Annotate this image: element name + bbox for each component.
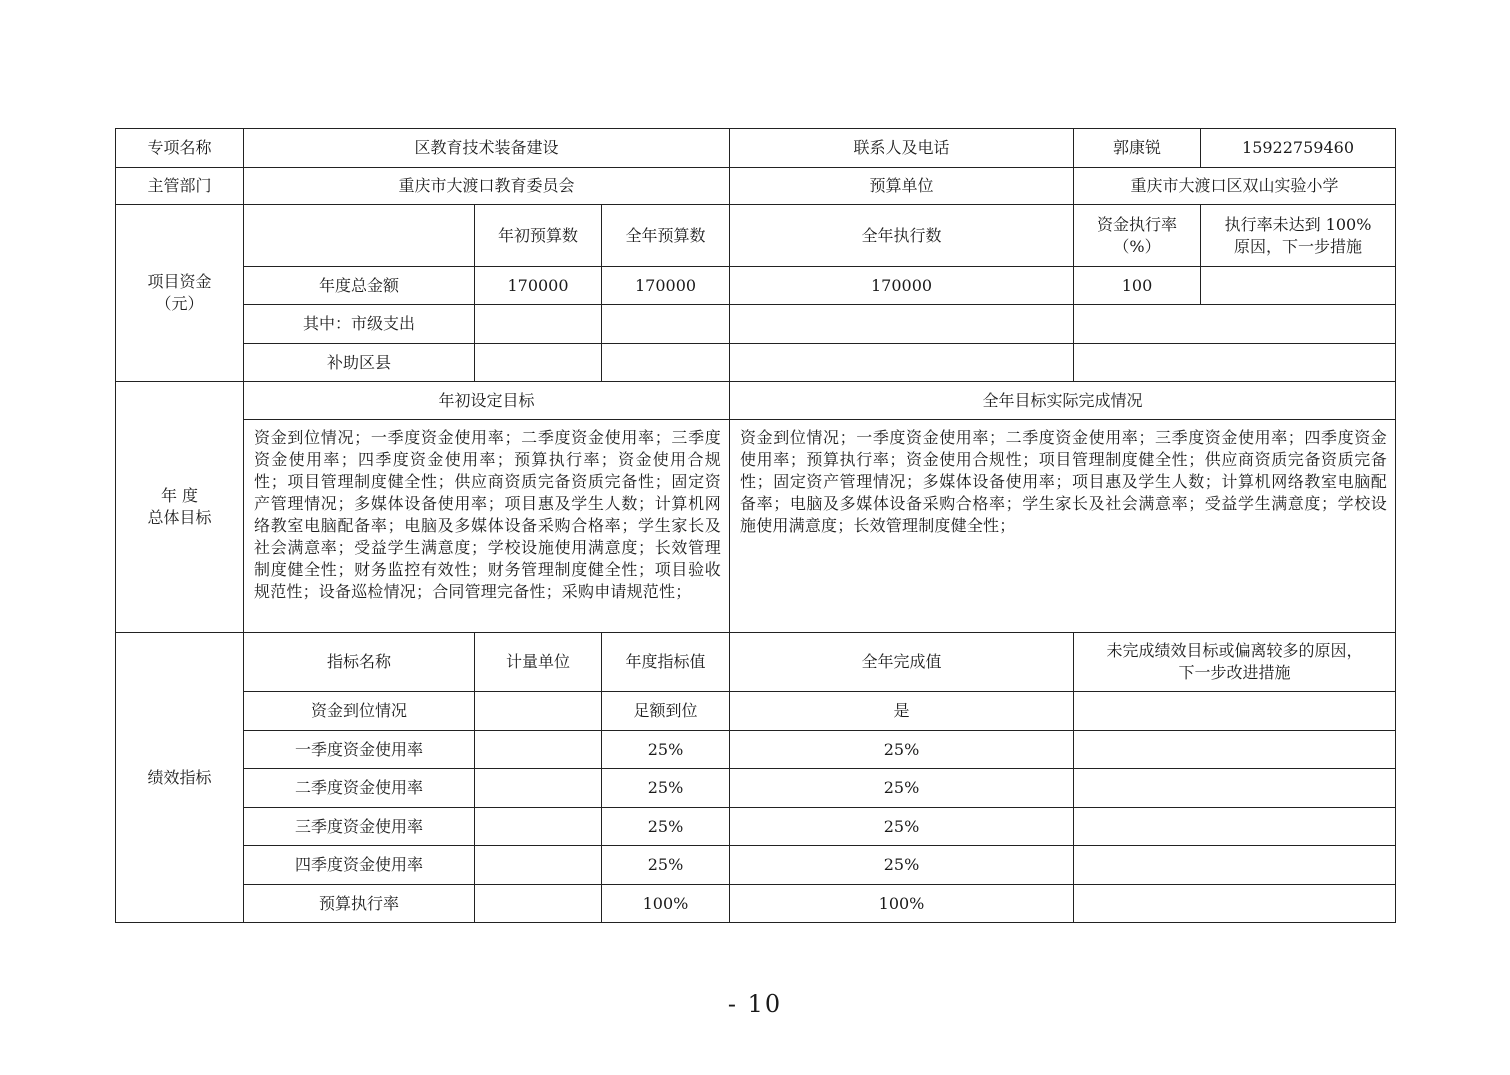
header-row-dept [116,168,1396,205]
performance-form-table [115,128,1396,923]
funds-label-line2: （元） [155,294,204,313]
contact-phone: 15922759460 [1201,129,1396,168]
indicator-reason [1074,692,1396,731]
col-indicator-reason-line1: 未完成绩效目标或偏离较多的原因， [1106,641,1363,660]
indicator-name: 一季度资金使用率 [244,731,475,769]
indicator-unit [475,769,602,808]
indicator-target: 100% [602,885,730,923]
funds-row-label: 年度总金额 [244,267,475,305]
funds-initial-value: 170000 [475,267,602,305]
funds-row-label: 补助区县 [244,344,475,382]
indicator-actual: 25% [730,731,1074,769]
goals-label-line1: 年 度 [160,486,199,505]
col-reason [1201,205,1396,267]
indicator-row [116,885,1396,923]
indicator-unit [475,846,602,885]
indicators-header-row [116,633,1396,692]
funds-section-label [116,205,244,382]
indicator-row [116,808,1396,846]
funds-rate-value [1074,305,1396,344]
contact-name: 郭康锐 [1074,129,1201,168]
col-indicator-target: 年度指标值 [602,633,730,692]
funds-header-blank [244,205,475,267]
funds-annual-value [602,305,730,344]
page-number: - 10 [727,990,783,1018]
indicator-row [116,769,1396,808]
indicator-target: 25% [602,731,730,769]
header-row-name [116,129,1396,168]
indicator-unit [475,808,602,846]
col-indicator-reason [1074,633,1396,692]
indicator-target: 25% [602,769,730,808]
col-reason-line2: 原因，下一步措施 [1234,236,1363,256]
dept-value: 重庆市大渡口教育委员会 [244,168,730,205]
funds-initial-value [475,305,602,344]
indicator-name: 四季度资金使用率 [244,846,475,885]
indicator-reason [1074,769,1396,808]
col-annual-execution: 全年执行数 [730,205,1074,267]
indicator-unit [475,885,602,923]
indicator-name: 资金到位情况 [244,692,475,731]
budget-unit-label: 预算单位 [730,168,1074,205]
col-indicator-name: 指标名称 [244,633,475,692]
indicator-target: 25% [602,846,730,885]
contact-label: 联系人及电话 [730,129,1074,168]
funds-row-label: 其中：市级支出 [244,305,475,344]
indicator-unit [475,731,602,769]
funds-executed-value [730,344,1074,382]
funds-row-city [116,305,1396,344]
goals-label-line2: 总体目标 [147,508,212,527]
indicators-section-label: 绩效指标 [116,633,244,923]
goals-section-label [116,382,244,633]
indicator-target: 25% [602,808,730,846]
indicator-name: 二季度资金使用率 [244,769,475,808]
goals-actual-text: 资金到位情况；一季度资金使用率；二季度资金使用率；三季度资金使用率；四季度资金使用率；预算执行率；资金使用合规性；项目管理制度健全性；供应商资质完备资质完备性；固定资产管理情况；多媒体设备使用率；项目惠及学生人数；计算机网络教室电脑配备率；电脑及多媒体设备采购合格率；学生家长及社会满意率；受益学生满意度；学校设施使用满意度；长效管理制度健全性； [730,420,1396,633]
col-annual-budget: 全年预算数 [602,205,730,267]
indicator-name: 三季度资金使用率 [244,808,475,846]
goals-set-text: 资金到位情况；一季度资金使用率；二季度资金使用率；三季度资金使用率；四季度资金使用率；预算执行率；资金使用合规性；项目管理制度健全性；供应商资质完备资质完备性；固定资产管理情况；多媒体设备使用率；项目惠及学生人数；计算机网络教室电脑配备率；电脑及多媒体设备采购合格率；学生家长及社会满意率；受益学生满意度；学校设施使用满意度；长效管理制度健全性；财务监控有效性；财务管理制度健全性；项目验收规范性；设备巡检情况；合同管理完备性；采购申请规范性； [244,420,730,633]
funds-executed-value: 170000 [730,267,1074,305]
col-reason-line1: 执行率未达到 100% [1224,214,1372,234]
funds-annual-value: 170000 [602,267,730,305]
indicator-actual: 100% [730,885,1074,923]
dept-label: 主管部门 [116,168,244,205]
funds-row-district [116,344,1396,382]
funds-rate-value: 100 [1074,267,1201,305]
indicator-name: 预算执行率 [244,885,475,923]
goals-set-header: 年初设定目标 [244,382,730,420]
indicator-reason [1074,731,1396,769]
funds-label-line1: 项目资金 [147,272,212,291]
indicator-target: 足额到位 [602,692,730,731]
funds-annual-value [602,344,730,382]
col-indicator-reason-line2: 下一步改进措施 [1178,663,1291,682]
indicator-actual: 25% [730,846,1074,885]
col-indicator-unit: 计量单位 [475,633,602,692]
indicator-unit [475,692,602,731]
indicator-reason [1074,885,1396,923]
indicator-actual: 25% [730,808,1074,846]
goals-header-row [116,382,1396,420]
funds-rate-value [1074,344,1396,382]
col-exec-rate [1074,205,1201,267]
funds-reason-value [1201,267,1396,305]
funds-header-row [116,205,1396,267]
col-exec-rate-line2: （%） [1113,236,1161,256]
col-indicator-actual: 全年完成值 [730,633,1074,692]
indicator-actual: 25% [730,769,1074,808]
goals-text-row [116,420,1396,633]
funds-initial-value [475,344,602,382]
project-name-label: 专项名称 [116,129,244,168]
indicator-reason [1074,808,1396,846]
indicator-actual: 是 [730,692,1074,731]
indicator-row [116,846,1396,885]
indicator-row [116,731,1396,769]
funds-executed-value [730,305,1074,344]
indicator-row [116,692,1396,731]
indicator-reason [1074,846,1396,885]
budget-unit-value: 重庆市大渡口区双山实验小学 [1074,168,1396,205]
goals-actual-header: 全年目标实际完成情况 [730,382,1396,420]
col-exec-rate-line1: 资金执行率 [1097,214,1178,234]
funds-row-total [116,267,1396,305]
col-initial-budget: 年初预算数 [475,205,602,267]
project-name-value: 区教育技术装备建设 [244,129,730,168]
